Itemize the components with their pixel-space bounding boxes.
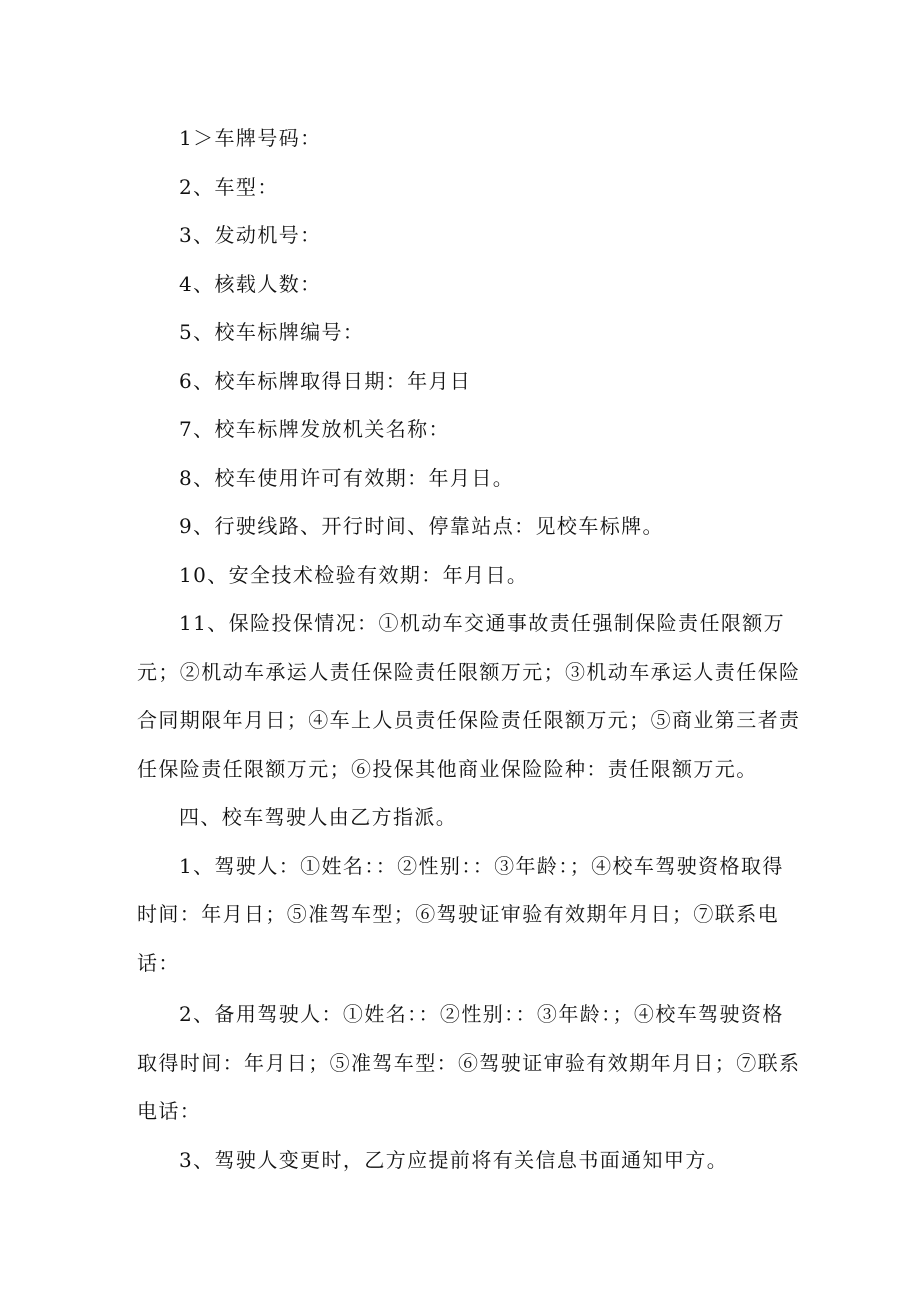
paragraph-section-four-heading: 四、校车驾驶人由乙方指派。 [179, 805, 458, 829]
paragraph-issuing-authority: 7、校车标牌发放机关名称： [179, 417, 450, 441]
paragraph-backup-driver: 2、备用驾驶人：①姓名：：②性别：：③年龄：；④校车驾驶资格取得时间：年月日；⑤准驾车型：⑥驾驶证审验有效期年月日；⑦联系电话： [137, 1002, 801, 1123]
paragraph-school-bus-plate-number: 5、校车标牌编号： [179, 320, 365, 344]
paragraph-school-bus-plate-date: 6、校车标牌取得日期：年月日 [179, 368, 472, 393]
paragraph-license-plate: 1＞车牌号码： [179, 126, 322, 150]
document-body [137, 114, 801, 1184]
paragraph-vehicle-type: 2、车型： [179, 174, 279, 199]
paragraph-engine-number: 3、发动机号： [179, 223, 322, 247]
paragraph-driver-change-notice: 3、驾驶人变更时，乙方应提前将有关信息书面通知甲方。 [179, 1147, 729, 1172]
paragraph-driver: 1、驾驶人：①姓名：：②性别：：③年龄：；④校车驾驶资格取得时间：年月日；⑤准驾车型；⑥驾驶证审验有效期年月日；⑦联系电话： [137, 853, 784, 975]
paragraph-license-validity: 8、校车使用许可有效期：年月日。 [179, 465, 515, 490]
paragraph-insurance: 11、保险投保情况：①机动车交通事故责任强制保险责任限额万元；②机动车承运人责任保险责任限额万元；③机动车承运人责任保险合同期限年月日；④车上人员责任保险责任限额万元；⑤商业第三者责任保险责任限额万元；⑥投保其他商业保险险种：责任限额万元。 [137, 611, 801, 781]
paragraph-route-schedule-stops: 9、行驶线路、开行时间、停靠站点：见校车标牌。 [179, 514, 664, 538]
paragraph-seating-capacity: 4、核载人数： [179, 271, 322, 296]
paragraph-safety-inspection: 10、安全技术检验有效期：年月日。 [179, 562, 529, 587]
